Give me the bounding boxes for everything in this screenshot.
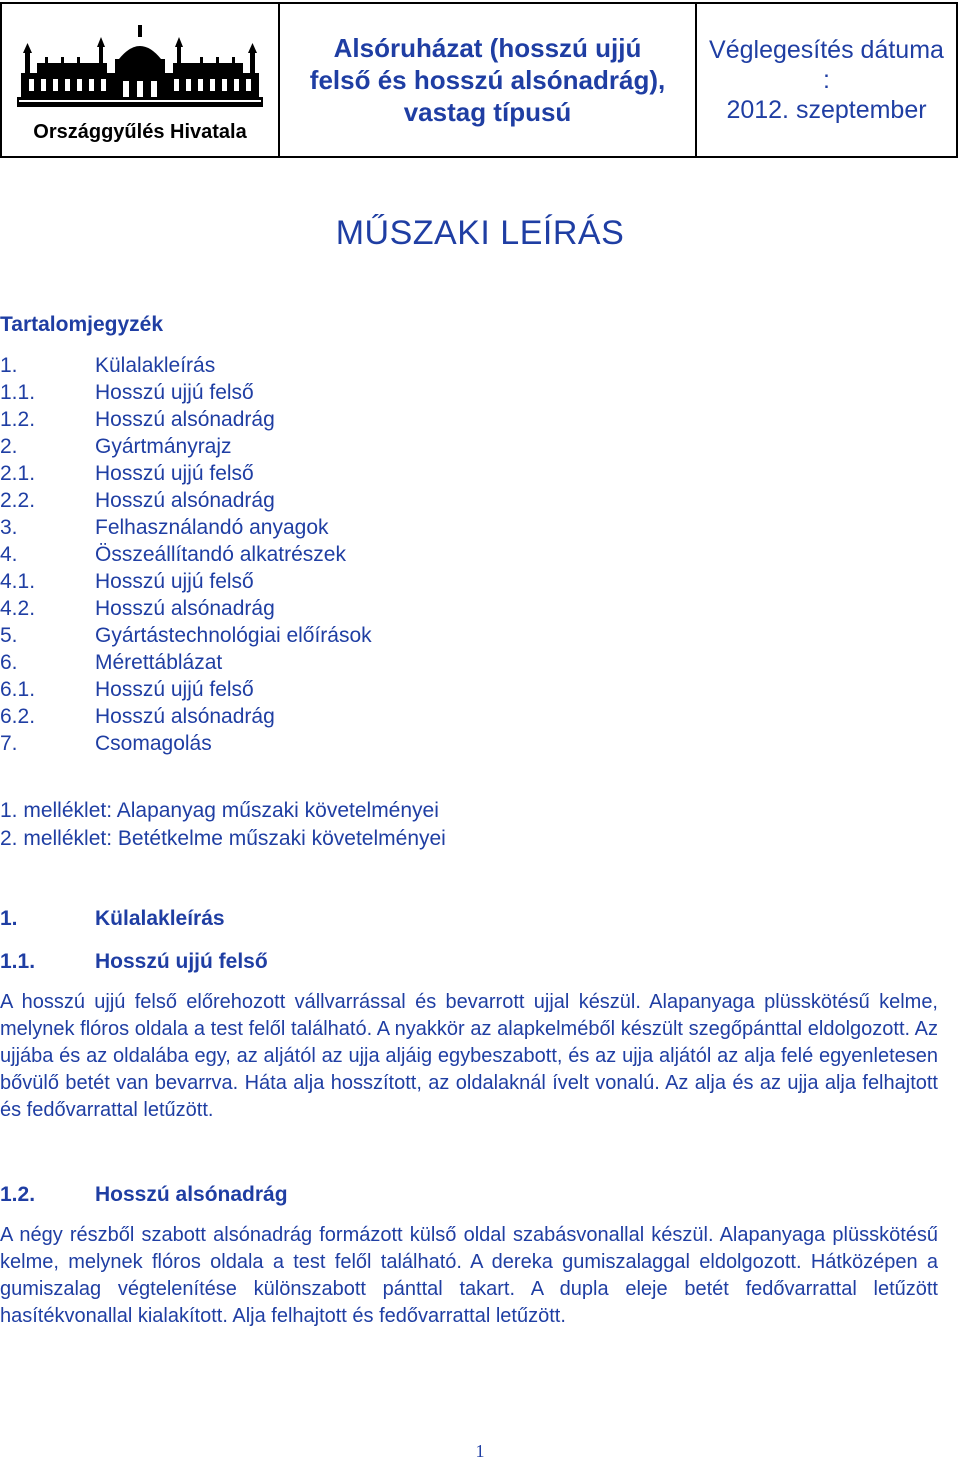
toc-item-number: 4.1.: [0, 570, 36, 593]
parliament-building-icon: [15, 23, 265, 115]
toc-item: [0, 703, 372, 730]
annex-list: [0, 797, 446, 853]
document-title-line-1: Alsóruházat (hosszú ujjú: [333, 33, 642, 63]
document-title-line-3: vastag típusú: [403, 97, 572, 127]
annex-item: 1. melléklet: Alapanyag műszaki követelményei: [0, 799, 439, 822]
date-value: 2012. szeptember: [726, 96, 927, 124]
document-title-cell: [279, 3, 696, 157]
toc-item-number: 1.1.: [0, 381, 36, 404]
toc-item-number: 2.2.: [0, 489, 36, 512]
section-number: 1.2.: [0, 1183, 36, 1206]
toc-item-number: 1.2.: [0, 408, 36, 431]
page-number: 1: [475, 1441, 485, 1461]
section-title: Hosszú ujjú felső: [95, 950, 268, 973]
toc-item: [0, 622, 372, 649]
finalization-date-cell: [696, 3, 957, 157]
section-number: 1.: [0, 907, 18, 930]
toc-item: [0, 406, 372, 433]
toc-item: [0, 676, 372, 703]
table-of-contents: [0, 352, 372, 757]
toc-item-label: Hosszú ujjú felső: [95, 678, 254, 701]
toc-heading: Tartalomjegyzék: [0, 313, 164, 336]
toc-item-label: Hosszú alsónadrág: [95, 597, 275, 620]
toc-item: [0, 433, 372, 460]
toc-item-label: Felhasználandó anyagok: [95, 516, 329, 539]
toc-item-number: 6.: [0, 651, 18, 674]
page-title: MŰSZAKI LEÍRÁS: [335, 214, 625, 252]
toc-item: [0, 379, 372, 406]
toc-item: [0, 487, 372, 514]
toc-item: [0, 649, 372, 676]
section-paragraph-1-1: A hosszú ujjú felső előrehozott vállvarrással és bevarrott ujjal készül. Alapanyaga plüsskötésű kelme, melynek flóros oldala a test felől található. A nyakkör az alapkelméből készült szegőpánttal eldolgozott. Az ujjába és az oldalába egy, az aljától az ujja aljáig egybeszabott, és az ujja aljától az alja felé egyenletesen bővülő betét van bevarrva. Háta alja hosszított, az oldalaknál ívelt vonalú. Az alja és az ujja alja felhajtott és fedővarrattal letűzött.: [0, 991, 938, 1121]
toc-item-number: 2.: [0, 435, 18, 458]
toc-item-label: Gyártástechnológiai előírások: [95, 624, 372, 647]
toc-item-label: Hosszú alsónadrág: [95, 489, 275, 512]
organization-name: Országgyűlés Hivatala: [33, 120, 247, 143]
section-title: Külalakleírás: [95, 907, 225, 930]
toc-item-label: Gyártmányrajz: [95, 435, 232, 458]
toc-item-label: Hosszú alsónadrág: [95, 408, 275, 431]
section-heading-1-1: [0, 950, 268, 974]
toc-item-number: 6.1.: [0, 678, 36, 701]
section-title: Hosszú alsónadrág: [95, 1183, 288, 1206]
toc-item: [0, 730, 372, 757]
toc-item-number: 6.2.: [0, 705, 36, 728]
toc-item-label: Összeállítandó alkatrészek: [95, 543, 346, 566]
toc-item: [0, 460, 372, 487]
toc-item-label: Hosszú ujjú felső: [95, 381, 254, 404]
toc-item: [0, 568, 372, 595]
toc-item: [0, 514, 372, 541]
toc-item-number: 4.2.: [0, 597, 36, 620]
document-header-table: [0, 2, 958, 158]
toc-item-number: 5.: [0, 624, 18, 647]
toc-item-number: 7.: [0, 732, 18, 755]
toc-item-number: 1.: [0, 354, 18, 377]
logo-cell: [1, 3, 279, 157]
annex-item: 2. melléklet: Betétkelme műszaki követelményei: [0, 827, 446, 850]
date-colon: :: [823, 66, 830, 94]
toc-item: [0, 595, 372, 622]
toc-item-label: Hosszú alsónadrág: [95, 705, 275, 728]
section-number: 1.1.: [0, 950, 36, 973]
section-heading-1: [0, 907, 225, 931]
toc-item-label: Külalakleírás: [95, 354, 216, 377]
date-label: Véglegesítés dátuma: [709, 36, 944, 64]
section-paragraph-1-2: A négy részből szabott alsónadrág formázott külső oldal szabásvonallal készül. Alapanyaga plüsskötésű kelme, melynek flóros oldala a test felől található. A dereka gumiszalaggal eldolgozott. Hátközépen a gumiszalag végtelenítése különszabott pánttal takart. A dupla eleje betét fedővarrattal letűzött hasítékvonallal kialakított. Alja felhajtott és fedővarrattal letűzött.: [0, 1224, 938, 1327]
toc-item-label: Hosszú ujjú felső: [95, 462, 254, 485]
toc-item-number: 4.: [0, 543, 18, 566]
section-heading-1-2: [0, 1183, 288, 1207]
toc-item-label: Hosszú ujjú felső: [95, 570, 254, 593]
toc-item-number: 2.1.: [0, 462, 36, 485]
toc-item-label: Csomagolás: [95, 732, 212, 755]
toc-item-number: 3.: [0, 516, 18, 539]
document-title-line-2: felső és hosszú alsónadrág),: [309, 65, 666, 95]
toc-item: [0, 352, 372, 379]
toc-item-label: Mérettáblázat: [95, 651, 223, 674]
toc-item: [0, 541, 372, 568]
